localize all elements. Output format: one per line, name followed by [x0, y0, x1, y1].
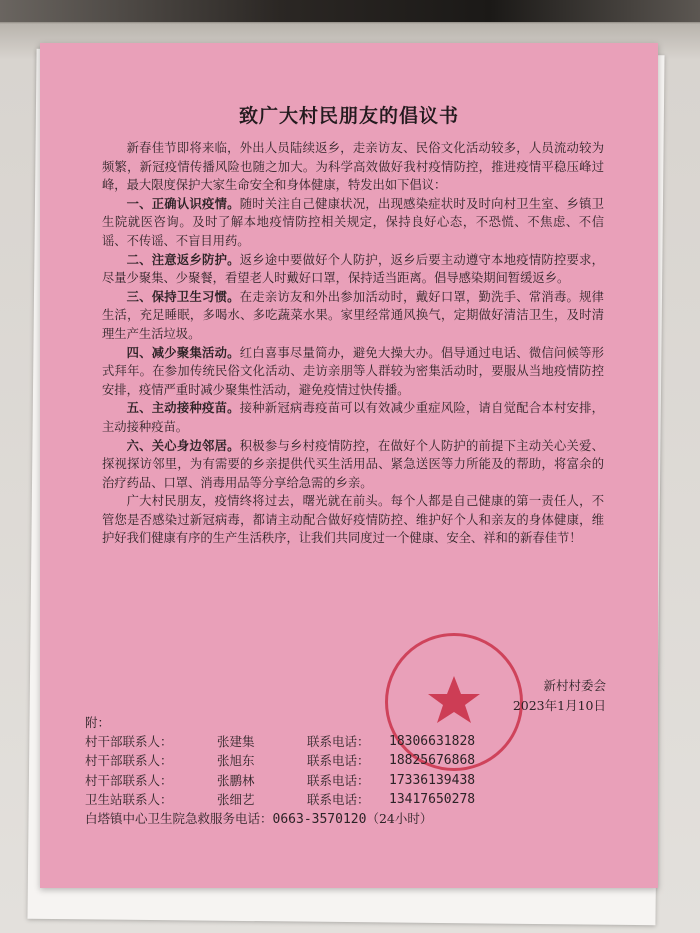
- contact-row: [85, 732, 475, 751]
- contact-role: 村干部联系人：: [85, 753, 173, 769]
- desk-surface: [0, 0, 700, 22]
- section-4: [102, 344, 604, 400]
- phone-label: 联系电话：: [307, 772, 370, 788]
- section-heading: 六、关心身边邻居。: [126, 438, 240, 453]
- phone-number: 17336139438: [389, 772, 476, 788]
- emergency-line: [85, 809, 475, 829]
- annex-label: 附：: [85, 715, 111, 730]
- section-text: 在走亲访友和外出参加活动时，戴好口罩，勤洗手、常消毒。规律生活，充足睡眠，多喝水、多吃蔬菜水果。家里经常通风换气，定期做好清洁卫生，及时清理生产生活垃圾。: [102, 289, 604, 341]
- contact-name: 张建集: [217, 734, 255, 750]
- phone-number: 18825676868: [389, 753, 476, 769]
- section-5: [102, 399, 604, 436]
- letter-body: [102, 139, 604, 548]
- section-3: [102, 288, 604, 344]
- section-heading: 四、减少聚集活动。: [126, 345, 240, 360]
- emergency-note: （24小时）: [366, 811, 433, 827]
- contact-name: 张旭东: [217, 753, 255, 769]
- contact-row: [85, 771, 475, 790]
- phone-label: 联系电话：: [307, 734, 370, 750]
- phone-number: 18306631828: [389, 734, 476, 750]
- emergency-phone: 0663-3570120: [272, 812, 367, 828]
- letter-title: 致广大村民朋友的倡议书: [238, 105, 459, 127]
- section-heading: 五、主动接种疫苗。: [126, 401, 240, 416]
- contact-annex: [85, 713, 475, 829]
- section-heading: 三、保持卫生习惯。: [126, 289, 240, 304]
- emergency-label: 白塔镇中心卫生院急救服务电话：: [85, 811, 273, 827]
- proposal-letter: [40, 43, 658, 888]
- section-text: 随时关注自己健康状况，出现感染症状时及时向村卫生室、乡镇卫生院就医咨询。及时了解本地疫情防控相关规定，保持良好心态，不恐慌、不焦虑、不信谣、不传谣、不盲目用药。: [102, 196, 604, 248]
- section-text: 红白喜事尽量简办，避免大操大办。倡导通过电话、微信问候等形式拜年。在参加传统民俗文化活动、走访亲朋等人群较为密集活动时，要服从当地疫情防控安排，疫情严重时减少聚集性活动，避免疫情过快传播。: [102, 345, 604, 397]
- contact-name: 张鹏林: [217, 772, 255, 788]
- section-1: [102, 195, 604, 251]
- section-text: 接种新冠病毒疫苗可以有效减少重症风险，请自觉配合本村安排，主动接种疫苗。: [102, 401, 604, 434]
- contact-row: [85, 790, 475, 809]
- signature-org: 新村村委会: [543, 678, 606, 693]
- contact-role: 卫生站联系人：: [85, 791, 173, 807]
- section-heading: 二、注意返乡防护。: [126, 252, 240, 267]
- phone-number: 13417650278: [389, 791, 476, 807]
- intro-paragraph: 新春佳节即将来临，外出人员陆续返乡，走亲访友、民俗文化活动较多，人员流动较为频繁，新冠疫情传播风险也随之加大。为科学高效做好我村疫情防控，推进疫情平稳压峰过峰，最大限度保护大家生命安全和身体健康，特发出如下倡议：: [102, 141, 604, 193]
- contact-row: [85, 751, 475, 770]
- section-heading: 一、正确认识疫情。: [126, 196, 240, 211]
- section-6: [102, 437, 604, 493]
- phone-label: 联系电话：: [307, 753, 370, 769]
- signature-date: 2023年1月10日: [512, 698, 606, 713]
- contact-role: 村干部联系人：: [85, 772, 173, 788]
- contact-role: 村干部联系人：: [85, 734, 173, 750]
- closing-paragraph: 广大村民朋友，疫情终将过去，曙光就在前头。每个人都是自己健康的第一责任人，不管您是否感染过新冠病毒，都请主动配合做好疫情防控、维护好个人和亲友的身体健康，维护好我们健康有序的生产生活秩序，让我们共同度过一个健康、安全、祥和的新春佳节！: [102, 494, 604, 546]
- signature-block: [458, 676, 606, 716]
- section-2: [102, 251, 604, 288]
- contact-name: 张细艺: [217, 791, 255, 807]
- section-text: 积极参与乡村疫情防控，在做好个人防护的前提下主动关心关爱、探视探访邻里，为有需要的乡亲提供代买生活用品、紧急送医等力所能及的帮助，将富余的治疗药品、口罩、消毒用品等分享给急需的乡亲。: [102, 438, 604, 490]
- phone-label: 联系电话：: [307, 791, 370, 807]
- section-text: 返乡途中要做好个人防护，返乡后要主动遵守本地疫情防控要求，尽量少聚集、少聚餐，看望老人时戴好口罩，保持适当距离。倡导感染期间暂缓返乡。: [102, 252, 604, 286]
